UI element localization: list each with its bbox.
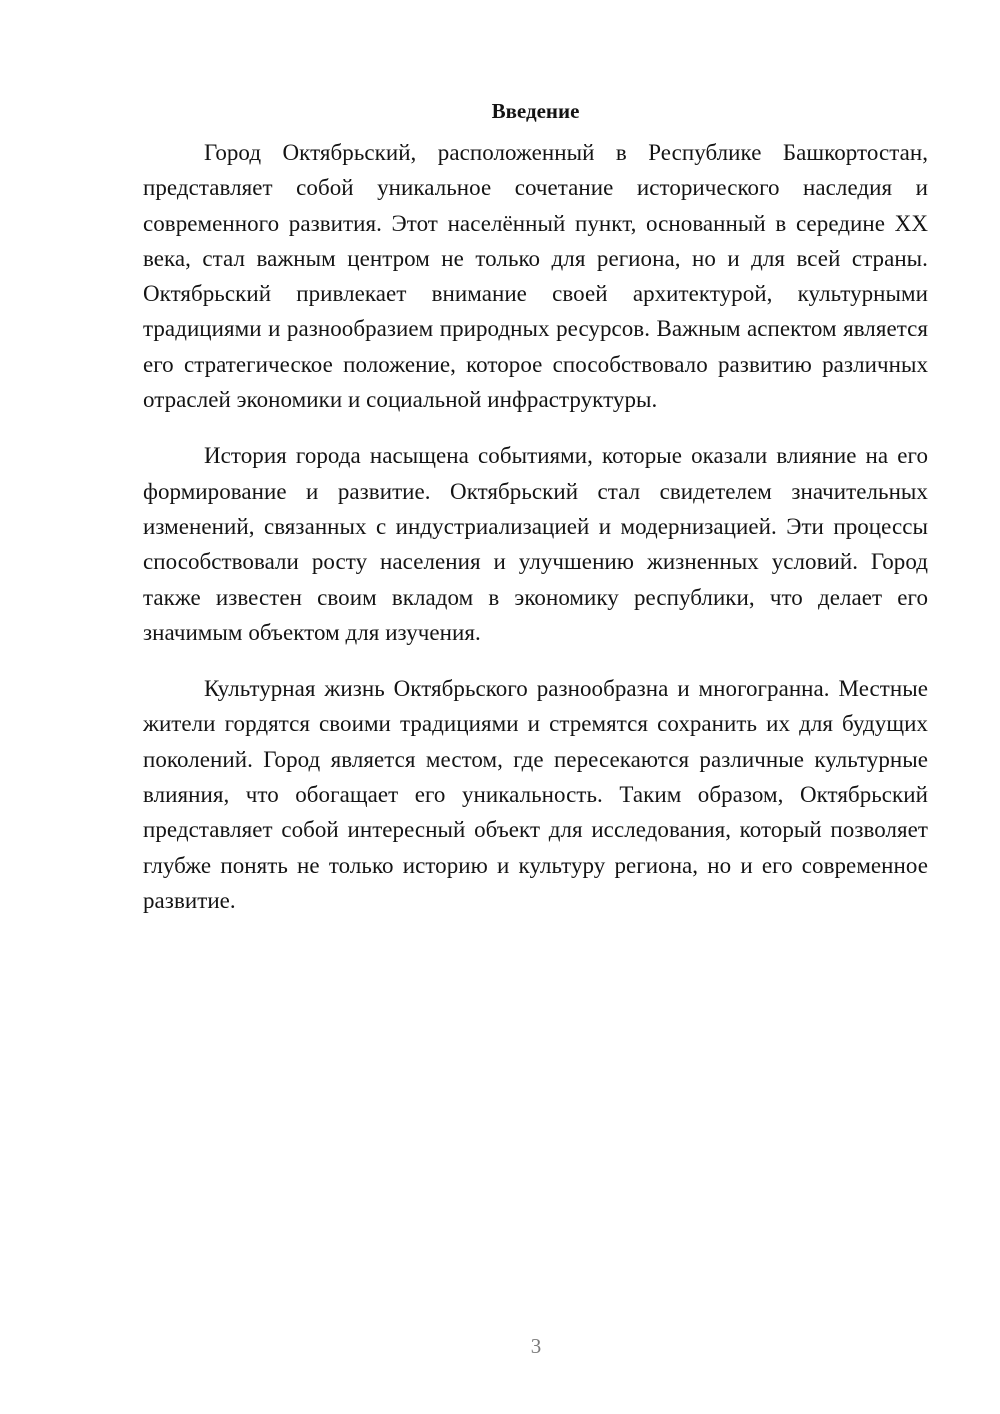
- paragraph-2: История города насыщена событиями, которые оказали влияние на его формирование и развитие. Октябрьский стал свидетелем значительных изменений, связанных с индустриализацией и модернизацией. Эти процессы способствовали росту населения и улучшению жизненных условий. Город также известен своим вкладом в экономику республики, что делает его значимым объектом для изучения.: [143, 443, 928, 645]
- paragraph-1: Город Октябрьский, расположенный в Республике Башкортостан, представляет собой уникальное сочетание исторического наследия и современного развития. Этот населённый пункт, основанный в середине XX века, стал важным центром не только для региона, но и для всей страны. Октябрьский привлекает внимание своей архитектурой, культурными традициями и разнообразием природных ресурсов. Важным аспектом является его стратегическое положение, которое способствовало развитию различных отраслей экономики и социальной инфраструктуры.: [143, 140, 928, 413]
- page-number: 3: [530, 1334, 542, 1358]
- paragraph-3: Культурная жизнь Октябрьского разнообразна и многогранна. Местные жители гордятся своими традициями и стремятся сохранить их для будущих поколений. Город является местом, где пересекаются различные культурные влияния, что обогащает его уникальность. Таким образом, Октябрьский представляет собой интересный объект для исследования, который позволяет глубже понять не только историю и культуру региона, но и его современное развитие.: [143, 676, 928, 913]
- page-content: [143, 94, 928, 939]
- section-heading: Введение: [491, 99, 580, 123]
